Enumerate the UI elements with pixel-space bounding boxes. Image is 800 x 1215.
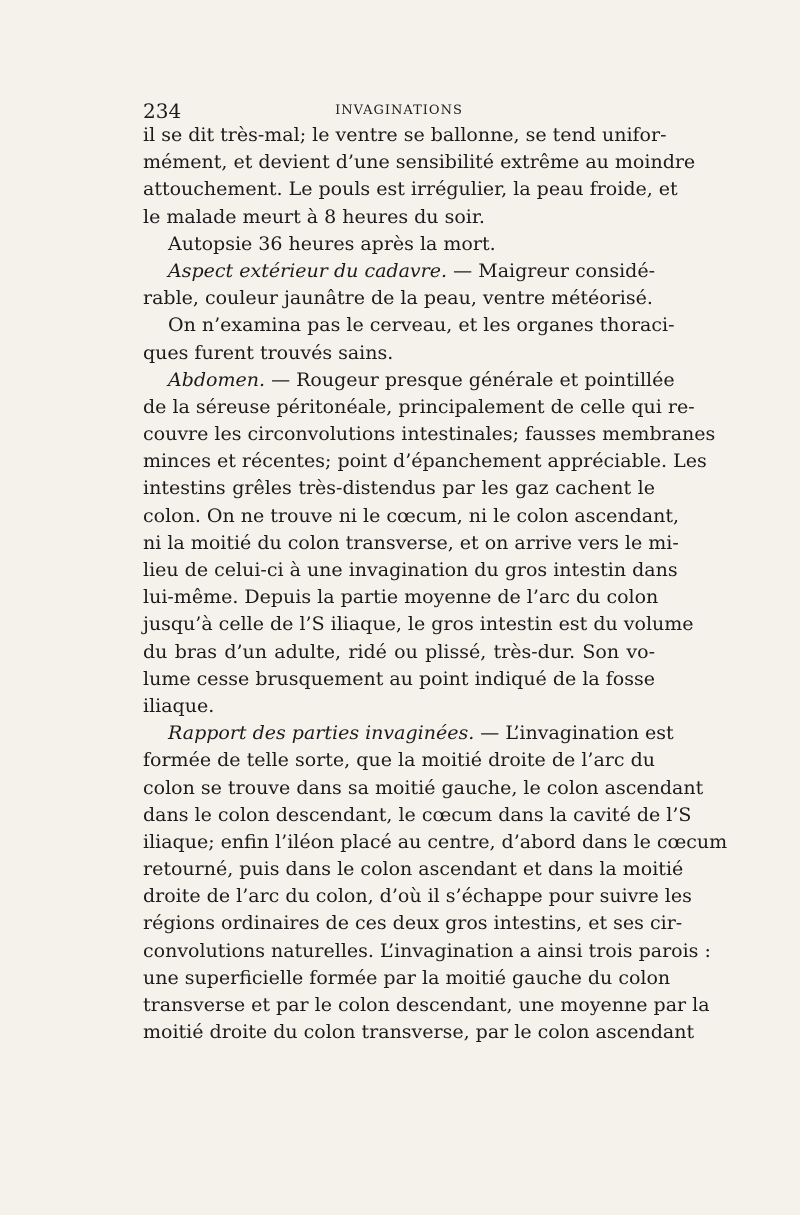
text-line: [143, 666, 655, 693]
text-segment: ni la moitié du colon transverse, et on arrive vers le mi-: [143, 531, 679, 554]
text-segment: jusqu’à celle de l’S iliaque, le gros intestin est du volume: [143, 613, 694, 636]
text-segment: rable, couleur jaunâtre de la peau, ventre météorisé.: [143, 287, 653, 310]
text-line: [143, 421, 716, 448]
text-line: [143, 176, 678, 203]
text-segment: de la séreuse péritonéale, principalement de celle qui re-: [143, 395, 695, 418]
running-head: INVAGINATIONS: [335, 103, 463, 118]
text-segment: du bras d’un adulte, ridé ou plissé, très-dur. Son vo-: [143, 640, 655, 663]
text-line: [143, 340, 655, 367]
text-segment: colon. On ne trouve ni le cœcum, ni le colon ascendant,: [143, 504, 679, 527]
text-segment: attouchement. Le pouls est irrégulier, la peau froide, et: [143, 178, 678, 201]
text-line: [143, 965, 671, 992]
text-line: [143, 530, 679, 557]
text-line: [143, 938, 711, 965]
section-heading: Abdomen.: [168, 368, 266, 391]
text-line: [143, 693, 655, 720]
text-line: [143, 992, 710, 1019]
text-segment: — Rougeur presque générale et pointillée: [265, 368, 675, 391]
text-segment: il se dit très-mal; le ventre se ballonne, se tend unifor-: [143, 124, 667, 146]
section-heading: Aspect extérieur du cadavre.: [168, 259, 448, 282]
text-segment: — L’invagination est: [474, 722, 674, 745]
body-text: [143, 122, 728, 1046]
text-line: [143, 149, 696, 176]
text-segment: transverse et par le colon descendant, une moyenne par la: [143, 994, 710, 1016]
text-line: [143, 448, 707, 475]
text-segment: dans le colon descendant, le cœcum dans la cavité de l’S: [143, 803, 692, 826]
text-line: [143, 231, 655, 258]
text-segment: — Maigreur considé-: [447, 259, 655, 282]
text-line: [143, 204, 655, 231]
text-line: [143, 775, 704, 802]
text-segment: On n’examina pas le cerveau, et les organes thoraci-: [168, 314, 675, 337]
text-segment: convolutions naturelles. L’invagination a ainsi trois parois :: [143, 939, 711, 962]
text-segment: colon se trouve dans sa moitié gauche, le colon ascendant: [143, 776, 704, 799]
text-line: [143, 611, 694, 638]
text-segment: retourné, puis dans le colon ascendant et dans la moitié: [143, 858, 684, 881]
text-line: [143, 584, 659, 611]
text-segment: régions ordinaires de ces deux gros intestins, et ses cir-: [143, 912, 683, 935]
text-line: [143, 639, 655, 666]
text-line: [143, 312, 675, 339]
text-line: [143, 122, 667, 149]
text-segment: couvre les circonvolutions intestinales; fausses membranes: [143, 423, 716, 446]
text-line: [143, 883, 692, 910]
text-line: [143, 802, 692, 829]
text-line: [143, 258, 655, 285]
text-segment: une superficielle formée par la moitié gauche du colon: [143, 966, 671, 989]
section-heading: Rapport des parties invaginées.: [168, 722, 475, 745]
text-line: [143, 829, 728, 856]
text-segment: formée de telle sorte, que la moitié droite de l’arc du: [143, 749, 655, 772]
text-line: [143, 557, 678, 584]
text-segment: le malade meurt à 8 heures du soir.: [143, 205, 485, 228]
text-line: [143, 367, 675, 394]
text-segment: iliaque; enfin l’iléon placé au centre, d’abord dans le cœcum: [143, 830, 728, 853]
text-segment: ques furent trouvés sains.: [143, 341, 394, 364]
text-segment: lui-même. Depuis la partie moyenne de l’arc du colon: [143, 586, 659, 609]
text-line: [143, 503, 679, 530]
text-segment: lume cesse brusquement au point indiqué de la fosse: [143, 667, 655, 690]
text-line: [143, 856, 684, 883]
text-line: [143, 720, 674, 747]
text-segment: intestins grêles très-distendus par les gaz cachent le: [143, 477, 655, 500]
text-segment: iliaque.: [143, 694, 215, 717]
text-segment: moitié droite du colon transverse, par le colon ascendant: [143, 1021, 695, 1044]
page-header: [143, 98, 655, 124]
text-line: [143, 1019, 695, 1046]
text-line: [143, 394, 695, 421]
text-segment: minces et récentes; point d’épanchement appréciable. Les: [143, 450, 707, 473]
page-number: 234: [143, 99, 182, 123]
text-segment: droite de l’arc du colon, d’où il s’échappe pour suivre les: [143, 885, 692, 908]
text-segment: lieu de celui-ci à une invagination du gros intestin dans: [143, 559, 678, 581]
text-line: [143, 285, 655, 312]
text-line: [143, 910, 683, 937]
text-segment: Autopsie 36 heures après la mort.: [168, 232, 496, 255]
text-line: [143, 747, 655, 774]
text-segment: mément, et devient d’une sensibilité extrême au moindre: [143, 151, 696, 174]
text-line: [143, 475, 655, 502]
